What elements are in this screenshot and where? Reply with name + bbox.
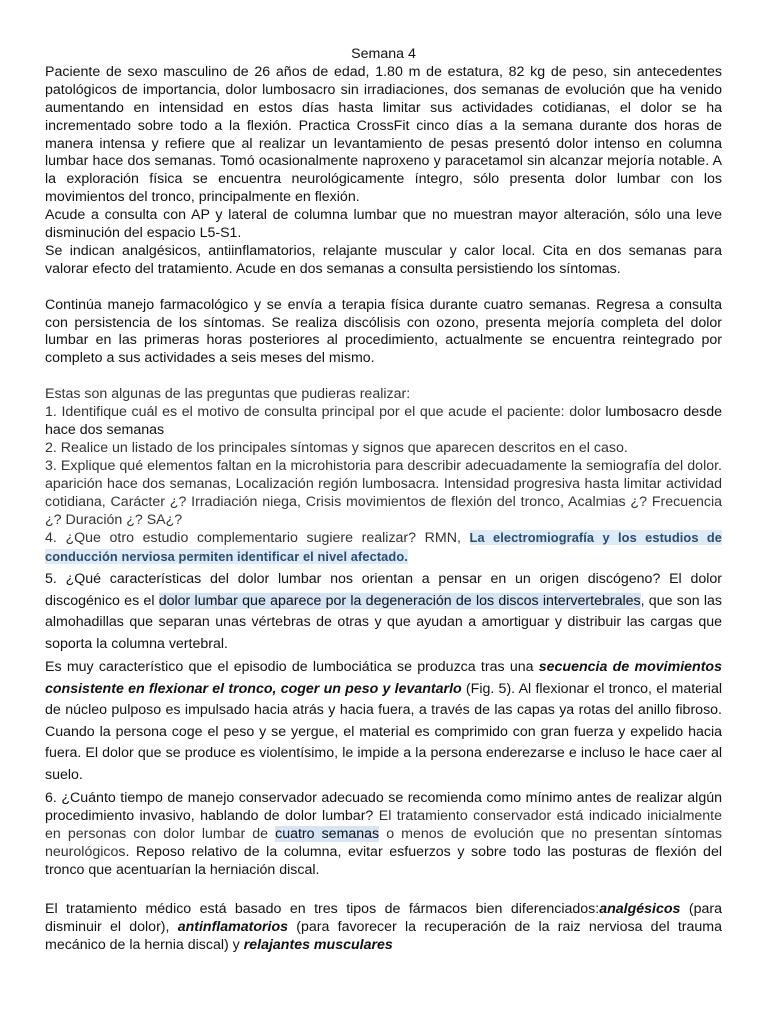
document-title: Semana 4 [351,46,416,62]
question-1 [45,404,722,440]
question-4 [45,529,722,567]
question-5-emphasis: secuencia de movimientos consistente en flexionar el tronco, coger un peso y levantarlo [45,659,722,697]
treatment-text-2: (para favorecer la recuperación de la raiz nerviosa del trauma mecánico de la hernia discal) y [45,918,722,953]
question-6-rest: . Reposo relativo de la columna, evitar esfuerzos y sobre todo las posturas de flexión del tronco que acentuarían la herniación discal. [45,843,722,878]
question-1-text: 1. Identifique cuál es el motivo de consulta principal por el que acude el paciente: dolor [45,404,606,421]
question-5-detail-rest: (Fig. 5). Al flexionar el tronco, el material de núcleo pulposo es impulsado hacia atrás y hacia fuera, a través de las capas ya rotas del anillo fibroso. Cuando la persona coge el peso y se yergue, el material es comprimido con gran fuerza y expelido hacia fuera. El dolor que se produce es violentísimo, le impide a la persona enderezarse e incluso le hace caer al suelo. [45,680,722,783]
question-5-text: 5. ¿Qué características del dolor lumbar nos orientan a pensar en un origen discógeno? El dolor discogénico es el [45,571,722,609]
question-5-detail [45,657,722,786]
spacer [45,368,722,386]
question-6-text: 6. ¿Cuánto tiempo de manejo conservador adecuado se recomienda como mínimo antes de realizar algún procedimiento invasivo, hablando de dolor lumbar? [45,790,722,825]
case-paragraph-1: Paciente de sexo masculino de 26 años de edad, 1.80 m de estatura, 82 kg de peso, sin antecedentes patológicos de importancia, dolor lumbosacro sin irradiaciones, dos semanas de evolución que ha venido aumentando en intensidad en estos días hasta limitar sus actividades cotidianas, el dolor se ha incrementado sobre todo a la flexión. Practica CrossFit cinco días a la semana durante dos horas de manera intensa y refiere que al realizar un levantamiento de pesas presentó dolor intenso en columna lumbar hace dos semanas. Tomó ocasionalmente naproxeno y paracetamol sin alcanzar mejoría notable. A la exploración física se encuentra neurológicamente íntegro, sólo presenta dolor lumbar con los movimientos del tronco, principalmente en flexión. [45,63,722,206]
question-5-detail-text: Es muy característico que el episodio de lumbociática se produzca tras una [45,659,539,676]
treatment-antinflamatorios: antinflamatorios [177,918,289,935]
document-page [45,46,722,955]
question-6-highlighted: cuatro semanas [275,826,380,843]
spacer [45,880,722,901]
question-3: 3. Explique qué elementos faltan en la microhistoria para describir adecuadamente la semiografía del dolor. aparición hace dos semanas, Localización región lumbosacra. Intensidad progresiva hasta limitar actividad cotidiana, Carácter ¿? Irradiación niega, Crisis movimientos de flexión del tronco, Acalmias ¿? Frecuencia ¿? Duración ¿? SA¿? [45,457,722,528]
question-5-continuation: , que son las almohadillas que separan unas vértebras de otras y que ayudan a amortiguar y distribuir las cargas que soporta la columna vertebral. [45,592,723,652]
treatment-relajantes: relajantes musculares [243,936,393,953]
case-paragraph-4: Continúa manejo farmacológico y se envía a terapia física durante cuatro semanas. Regresa a consulta con persistencia de los síntomas. Se realiza discólisis con ozono, presenta mejoría completa del dolor lumbar en las primeras horas posteriores al procedimiento, actualmente se encuentra reintegrado por completo a sus actividades a seis meses del mismo. [45,296,722,367]
question-1-answer: lumbosacro desde hace dos semanas [45,404,723,438]
spacer [45,279,722,297]
question-4-text: 4. ¿Que otro estudio complementario sugiere realizar? RMN, [45,530,470,547]
treatment-intro: El tratamiento médico está basado en tres tipos de fármacos bien diferenciados: [45,900,600,917]
question-5 [45,569,722,655]
question-6-answer-cont: o menos de evolución que no presentan síntomas neurológicos [45,826,722,860]
case-paragraph-2: Acude a consulta con AP y lateral de columna lumbar que no muestran mayor alteración, sólo una leve disminución del espacio L5-S1. [45,207,722,242]
questions-intro: Estas son algunas de las preguntas que pudieras realizar: [45,386,411,403]
question-2: 2. Realice un listado de los principales síntomas y signos que aparecen descritos en el caso. [45,439,628,456]
case-paragraph-3: Se indican analgésicos, antiinflamatorios, relajante muscular y calor local. Cita en dos semanas para valorar efecto del tratamiento. Acude en dos semanas a consulta persistiendo los síntomas. [45,242,722,277]
question-6-answer: El tratamiento conservador está indicado inicialmente en personas con dolor lumbar de [45,808,723,843]
question-6 [45,790,722,880]
treatment-paragraph [45,901,722,955]
question-4-highlighted-answer: La electromiografía y los estudios de conducción nerviosa permiten identificar el nivel afectado. [45,530,723,565]
question-5-highlighted-answer: dolor lumbar que aparece por la degeneración de los discos intervertebrales [158,592,641,609]
treatment-text-1: (para disminuir el dolor), [45,900,722,935]
treatment-analgesicos: analgésicos [599,900,681,917]
